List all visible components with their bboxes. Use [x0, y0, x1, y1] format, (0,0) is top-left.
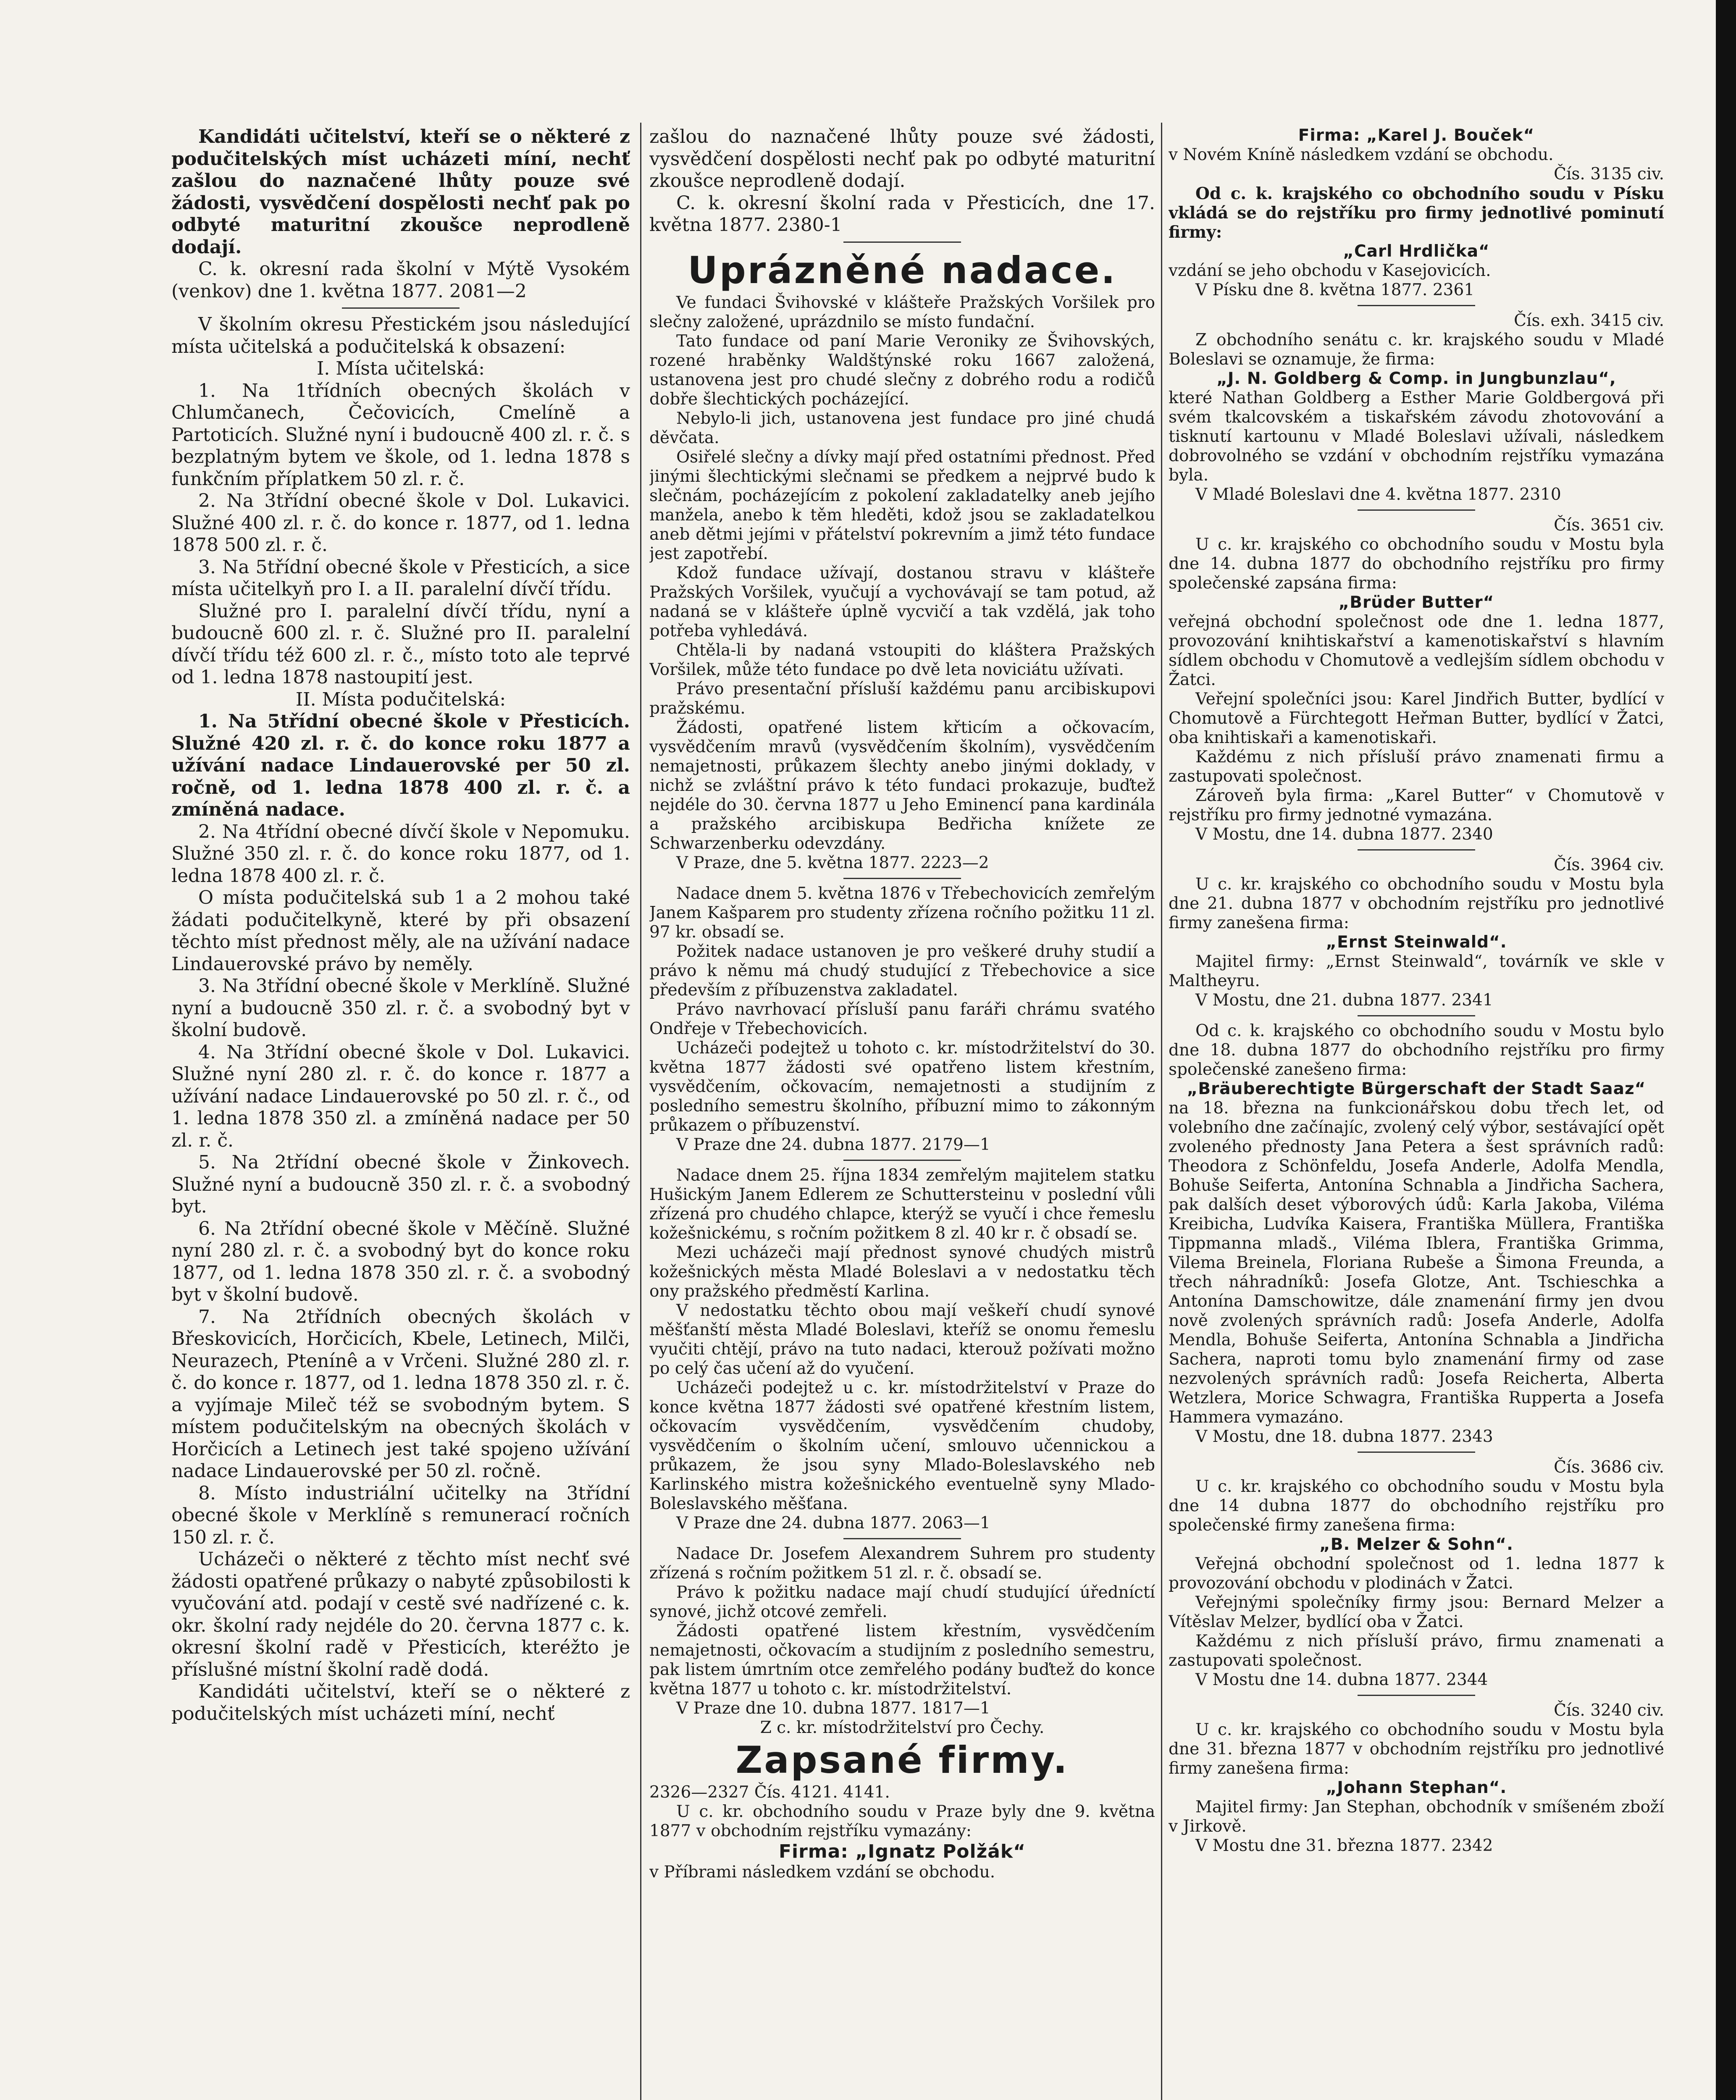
- separator: [843, 1538, 961, 1539]
- paragraph: v Příbrami následkem vzdání se obchodu.: [649, 1863, 995, 1882]
- paragraph: Každému z nich přísluší právo znamenati firmu a zastupovati společnost.: [1169, 748, 1664, 786]
- firm-name: „Carl Hrdlička“: [1343, 242, 1490, 261]
- paragraph: Veřejnými společníky firmy jsou: Bernard Melzer a Vítěslav Melzer, bydlící oba v Žatci.: [1169, 1593, 1664, 1631]
- issuer-line: Z c. kr. místodržitelství pro Čechy.: [760, 1718, 1045, 1737]
- scan-edge: [1716, 0, 1736, 2100]
- reference-line: Čís. 3651 civ.: [1554, 516, 1664, 535]
- paragraph: U c. kr. krajského co obchodního soudu v Mostu byla dne 14 dubna 1877 do obchodního rejstříku pro společenské firmy zanešena firma:: [1169, 1477, 1664, 1535]
- paragraph: které Nathan Goldberg a Esther Marie Goldbergová při svém tkalcovském a tiskařském závodu zhotovování a tisknutí kartounu v Mladé Boleslavi užívali, následkem dobrovolného se vzdání v obchodním rejstříku vymazána byla.: [1169, 388, 1664, 485]
- paragraph: v Novém Kníně následkem vzdání se obchodu.: [1169, 145, 1554, 164]
- column-1: [171, 126, 630, 2100]
- reference-line: Čís. 3135 civ.: [1554, 165, 1664, 184]
- signature-line: V Mostu dne 14. dubna 1877. 2344: [1195, 1670, 1488, 1689]
- reference-line: Čís. 3686 civ.: [1554, 1458, 1664, 1477]
- paragraph: na 18. března na funkcionářskou dobu třech let, od volebního dne začínajíc, zvolený celý výbor, sestávající opět zvoleného přednosty Jana Petera a šest správních radů: Theodora z Schönfeldu, Josefa Anderle, Adolfa Mendla, Bohuše Seiferta, Antonína Schnabla a Jindřicha Sachera, pak dalších deset výborových údů: Karla Jakoba, Viléma Kreibicha, Ludvíka Kaisera, Františka Müllera, Františka Tippmanna mladš., Viléma Iblera, Františka Grimma, Vilema Breinela, Floriana Rubeše a Šimona Freunda, a třech náhradníků: Josefa Glotze, Ant. Tschieschka a Antonína Damschowitze, dále znamenání firmy jen dvou nově zvolených správních radů: Josefa Anderle, Adolfa Mendla, Bohuše Seiferta, Antonína Schnabla a Jindřicha Sachera, naproti tomu bylo znamenání firmy od zase nezvolených správních radů: Josefa Reicherta, Alberta Wetzlera, Morice Schwagra, Františka Rupperta a Josefa Hammera vymazáno.: [1169, 1099, 1664, 1427]
- separator: [1358, 1015, 1475, 1016]
- paragraph: Ve fundaci Švihovské v klášteře Pražských Voršilek pro slečny založené, uprázdnilo se místo fundační.: [649, 293, 1155, 331]
- list-item: 6. Na 2třídní obecné škole v Měčíně. Služné nyní 280 zl. r. č. a svobodný byt do konce roku 1877, od 1. ledna 1878 350 zl. r. č. a svobodný byt v školní budově.: [171, 1218, 630, 1305]
- signature-line: V Praze dne 24. dubna 1877. 2179—1: [676, 1135, 990, 1154]
- separator: [843, 878, 961, 879]
- paragraph: V školním okresu Přestickém jsou následující místa učitelská a podučitelská k obsazení:: [171, 314, 630, 357]
- reference-line: 2326—2327 Čís. 4121. 4141.: [649, 1782, 890, 1802]
- paragraph: Právo navrhovací přísluší panu faráři chrámu svatého Ondřeje v Třebechovicích.: [649, 1000, 1155, 1038]
- paragraph: Z obchodního senátu c. kr. krajského soudu v Mladé Boleslavi se oznamuje, že firma:: [1169, 331, 1664, 369]
- paragraph: V nedostatku těchto obou mají veškeří chudí synové měšťanští města Mladé Boleslavi, kteříž se onomu řemeslu vyučiti chtějí, právo na tuto nadaci, kterouž požívati možno po celý čas učení až do vyučení.: [649, 1301, 1155, 1378]
- section-heading: Uprázněné nadace.: [688, 248, 1117, 292]
- paragraph: vzdání se jeho obchodu v Kasejovicích.: [1169, 261, 1491, 280]
- column-3: [1169, 126, 1664, 2100]
- list-item: 8. Místo industriální učitelky na 3třídní obecné škole v Merklíně s remunerací ročních 150 zl. r. č.: [171, 1482, 630, 1548]
- paragraph: Nadace Dr. Josefem Alexandrem Suhrem pro studenty zřízená s ročním požitkem 51 zl. r. č. obsadí se.: [649, 1544, 1155, 1583]
- paragraph: Kdož fundace užívají, dostanou stravu v klášteře Pražských Voršilek, vyučují a vychovávají se tam potud, až nadaná se v klášteře úplně vycvičí a tak vzdělá, jak toho potřeba vyhledává.: [649, 563, 1155, 640]
- paragraph: Od c. k. krajského co obchodního soudu v Písku vkládá se do rejstříku pro firmy jednotlivé pominutí firmy:: [1169, 184, 1664, 242]
- paragraph: Tato fundace od paní Marie Veroniky ze Švihovských, rozené hraběnky Waldštýnské roku 1667 založená, ustanovena jest pro chudé slečny z dobrého rodu a rodičů dobře šlechtických pocházející.: [649, 331, 1155, 409]
- separator: [843, 1160, 961, 1161]
- firm-name: „Ernst Steinwald“.: [1326, 933, 1507, 952]
- signature-line: V Praze, dne 5. května 1877. 2223—2: [676, 853, 989, 872]
- section-heading: Zapsané firmy.: [735, 1738, 1069, 1782]
- signature-line: C. k. okresní rada školní v Mýtě Vysokém (venkov) dne 1. května 1877. 2081—2: [171, 258, 630, 302]
- section-heading: II. Místa podučitelská:: [295, 688, 506, 710]
- paragraph: Od c. k. krajského co obchodního soudu v Mostu bylo dne 18. dubna 1877 do obchodního rejstříku pro firmy společenské zanešeno firma:: [1169, 1021, 1664, 1079]
- signature-line: V Praze dne 24. dubna 1877. 2063—1: [676, 1513, 990, 1533]
- paragraph: Veřejná obchodní společnost od 1. ledna 1877 k provozování obchodu v plodinách v Žatci.: [1169, 1554, 1664, 1593]
- firm-name: Firma: „Ignatz Polžák“: [778, 1840, 1026, 1862]
- list-item: 3. Na 3třídní obecné škole v Merklíně. Služné nyní a budoucně 350 zl. r. č. a svobodný byt v školní budově.: [171, 975, 630, 1041]
- paragraph: Žádosti opatřené listem křestním, vysvědčením nemajetnosti, očkovacím a studijním z posledního semestru, pak listem úmrtním otce zemřelého podány buďtež do konce května 1877 u tohoto c. kr. místodržitelství.: [649, 1621, 1155, 1698]
- paragraph: Žádosti, opatřené listem křticím a očkovacím, vysvědčením mravů (vysvědčením školním), vysvědčením nemajetnosti, průkazem šlechty anebo jinými doklady, v nichž se zvláštní právo k této fundaci prokazuje, buďtež nejdéle do 30. června 1877 u Jeho Eminencí pana kardinála a pražského arcibiskupa Bedřicha knížete ze Schwarzenberku odevzdány.: [649, 718, 1155, 853]
- paragraph: veřejná obchodní společnost ode dne 1. ledna 1877, provozování knihtiskařství a kamenotiskařství s hlavním sídlem obchodu v Chomutově a vedlejším sídlem obchodu v Žatci.: [1169, 612, 1664, 689]
- signature-line: V Mostu, dne 21. dubna 1877. 2341: [1195, 991, 1493, 1010]
- column-rule: [640, 123, 641, 2100]
- list-item: 1. Na 5třídní obecné škole v Přesticích. Služné 420 zl. r. č. do konce roku 1877 a užívání nadace Lindauerovské per 50 zl. ročně, od 1. ledna 1878 400 zl. r. č. a zmíněná nadace.: [171, 711, 630, 820]
- paragraph: Zároveň byla firma: „Karel Butter“ v Chomutově v rejstříku pro firmy jednotné vymazána.: [1169, 786, 1664, 824]
- list-item: 2. Na 4třídní obecné dívčí škole v Nepomuku. Služné 350 zl. r. č. do konce roku 1877, od 1. ledna 1878 400 zl. r. č.: [171, 821, 630, 887]
- separator: [1358, 305, 1475, 306]
- separator: [1358, 849, 1475, 850]
- paragraph: Kandidáti učitelství, kteří se o některé z podučitelských míst ucházeti míní, nechť: [171, 1681, 630, 1725]
- paragraph: Ucházeči podejtež u tohoto c. kr. místodržitelství do 30. května 1877 žádosti své opatřeno listem křestním, vysvědčením, očkovacím, nemajetnosti a studijním z posledního semestru školního, příbuzní mimo to zákonným průkazem o příbuzenství.: [649, 1038, 1155, 1135]
- firm-name: „Bräuberechtigte Bürgerschaft der Stadt Saaz“: [1187, 1079, 1646, 1098]
- paragraph: zašlou do naznačené lhůty pouze své žádosti, vysvědčení dospělosti nechť pak po odbyté maturitní zkoušce neprodleně dodají.: [649, 126, 1155, 192]
- paragraph: Majitel firmy: Jan Stephan, obchodník v smíšeném zboží v Jirkově.: [1169, 1798, 1664, 1836]
- firm-name: „J. N. Goldberg & Comp. in Jungbunzlau“,: [1216, 369, 1616, 388]
- list-item: 3. Na 5třídní obecné škole v Přesticích, a sice místa učitelkyň pro I. a II. paralelní dívčí třídu.: [171, 556, 630, 600]
- signature-line: V Mostu, dne 18. dubna 1877. 2343: [1195, 1427, 1493, 1446]
- signature-line: V Písku dne 8. května 1877. 2361: [1195, 281, 1475, 299]
- paragraph: Chtěla-li by nadaná vstoupiti do kláštera Pražských Voršilek, může této fundace po dvě leta noviciátu užívati.: [649, 640, 1155, 679]
- paragraph: Ucházeči podejtež u c. kr. místodržitelství v Praze do konce května 1877 žádosti své opatřené křestním listem, očkovacím vysvědčením, vysvědčením chudoby, vysvědčením o školním učení, smlouvo učennickou a průkazem, že jsou syny Mlado-Boleslavského neb Karlinského mistra kožešnického eventuelně syny Mlado-Boleslavského měšťana.: [649, 1378, 1155, 1513]
- paragraph: U c. kr. krajského co obchodního soudu v Mostu byla dne 21. dubna 1877 v obchodním rejstříku pro jednotlivé firmy zanešena firma:: [1169, 875, 1664, 932]
- section-heading: I. Místa učitelská:: [316, 358, 485, 379]
- reference-line: Čís. 3240 civ.: [1554, 1701, 1664, 1720]
- signature-line: V Mostu dne 31. března 1877. 2342: [1195, 1836, 1493, 1855]
- list-item: 1. Na 1třídních obecných školách v Chlumčanech, Čečovicích, Cmelíně a Partoticích. Služné nyní i budoucně 400 zl. r. č. s bezplatným bytem ve škole, od 1. ledna 1878 s funkčním příplatkem 50 zl. r. č.: [171, 380, 630, 490]
- paragraph: Majitel firmy: „Ernst Steinwald“, továrník ve skle v Maltheyru.: [1169, 952, 1664, 990]
- separator: [843, 242, 961, 243]
- separator: [1358, 509, 1475, 511]
- paragraph: U c. kr. obchodního soudu v Praze byly dne 9. května 1877 v obchodním rejstříku vymazány:: [649, 1802, 1155, 1840]
- paragraph: O místa podučitelská sub 1 a 2 mohou také žádati podučitelkyně, které by při obsazení těchto míst přednost měly, ale na užívání nadace Lindauerovské právo by neměly.: [171, 887, 630, 975]
- paragraph: U c. kr. krajského co obchodního soudu v Mostu byla dne 31. března 1877 v obchodním rejstříku pro jednotlivé firmy zanešena firma:: [1169, 1720, 1664, 1778]
- firm-name: Firma: „Karel J. Bouček“: [1298, 126, 1535, 145]
- separator: [1358, 1695, 1475, 1696]
- list-item: 4. Na 3třídní obecné škole v Dol. Lukavici. Služné nyní 280 zl. r. č. do konce r. 1877 a užívání nadace Lindauerovské po 50 zl. r. č., od 1. ledna 1878 350 zl. a zmíněná nadace per 50 zl. r. č.: [171, 1041, 630, 1151]
- paragraph: Ucházeči o některé z těchto míst nechť své žádosti opatřené průkazy o nabyté způsobilosti k vyučování atd. podají v cestě své nadřízené c. k. okr. školní rady nejdéle do 20. června 1877 c. k. okresní školní radě v Přesticích, kteréžto je příslušné místní školní radě dodá.: [171, 1549, 630, 1680]
- paragraph: Služné pro I. paralelní dívčí třídu, nyní a budoucně 600 zl. r. č. Služné pro II. paralelní dívčí třídu též 600 zl. r. č., místo toto ale teprvé od 1. ledna 1878 nastoupití jest.: [171, 600, 630, 688]
- separator: [342, 307, 460, 309]
- paragraph: Mezi ucházeči mají přednost synové chudých mistrů kožešnických města Mladé Boleslavi a v nedostatku těch ony pražského předměstí Karlina.: [649, 1243, 1155, 1301]
- firm-name: „B. Melzer & Sohn“.: [1319, 1535, 1513, 1554]
- signature-line: V Praze dne 10. dubna 1877. 1817—1: [676, 1698, 990, 1718]
- paragraph: U c. kr. krajského co obchodního soudu v Mostu byla dne 14. dubna 1877 do obchodního rejstříku pro firmy společenské zapsána firma:: [1169, 535, 1664, 593]
- list-item: 7. Na 2třídních obecných školách v Břeskovicích, Horčicích, Kbele, Letinech, Milči, Neurazech, Ptenínê a v Vrčeni. Služné 280 zl. r. č. do konce r. 1877, od 1. ledna 1878 350 zl. r. č. a vyjímaje Mileč též se svobodným bytem. S místem podučitelským na obecných školách v Horčicích a Letinech jest také spojeno užívání nadace Lindauerovské per 50 zl. ročně.: [171, 1306, 630, 1482]
- paragraph: Nadace dnem 5. května 1876 v Třebechovicích zemřelým Janem Kašparem pro studenty zřízena ročního požitku 11 zl. 97 kr. obsadí se.: [649, 884, 1155, 942]
- firm-name: „Brüder Butter“: [1338, 593, 1494, 612]
- paragraph: Kandidáti učitelství, kteří se o některé z podučitelských míst ucházeti míní, nechť zašlou do naznačené lhůty pouze své žádosti, vysvědčení dospělosti nechť pak po odbyté maturitní zkoušce neprodleně dodají.: [171, 126, 630, 258]
- column-rule: [1161, 123, 1162, 2100]
- paragraph: Požitek nadace ustanoven je pro veškeré druhy studií a právo k němu má chudý studující z Třebechovice a sice především z příbuzenstva zakladatel.: [649, 942, 1155, 1000]
- signature-line: V Mostu, dne 14. dubna 1877. 2340: [1195, 825, 1493, 844]
- reference-line: Čís. 3964 civ.: [1554, 856, 1664, 874]
- paragraph: Právo k požitku nadace mají chudí studující úředníctí synové, jichž otcové zemřeli.: [649, 1583, 1155, 1621]
- list-item: 2. Na 3třídní obecné škole v Dol. Lukavici. Služné 400 zl. r. č. do konce r. 1877, od 1. ledna 1878 500 zl. r. č.: [171, 490, 630, 556]
- paragraph: Nadace dnem 25. října 1834 zemřelým majitelem statku Hušickým Janem Edlerem ze Schuttersteinu v poslední vůli zřízená pro chudého chlapce, kterýž se vyučí i chce řemeslu kožešnickému, s ročním požitkem 8 zl. 40 kr r. č obsadí se.: [649, 1166, 1155, 1243]
- paragraph: Osiřelé slečny a dívky mají před ostatními přednost. Před jinými šlechtickými slečnami se předkem a nejprvé budo k slečnám, pocházejícím z pokolení zakladatelky aneb jejího manžela, anebo k těm hleděti, kdož jsou se zakladatelkou aneb dětmi jejími v přátelství pokrevním a jimž této fundace jest zapotřebí.: [649, 447, 1155, 563]
- paragraph: Nebylo-li jich, ustanovena jest fundace pro jiné chudá děvčata.: [649, 409, 1155, 447]
- signature-line: C. k. okresní školní rada v Přesticích, dne 17. května 1877. 2380-1: [649, 192, 1155, 236]
- separator: [1358, 1452, 1475, 1453]
- reference-line: Čís. exh. 3415 civ.: [1514, 311, 1664, 330]
- column-2: [649, 126, 1155, 2100]
- paragraph: Právo presentační přísluší každému panu arcibiskupovi pražskému.: [649, 679, 1155, 718]
- paragraph: Každému z nich přísluší právo, firmu znamenati a zastupovati společnost.: [1169, 1632, 1664, 1670]
- list-item: 5. Na 2třídní obecné škole v Žinkovech. Služné nyní a budoucně 350 zl. r. č. a svobodný byt.: [171, 1152, 630, 1217]
- firm-name: „Johann Stephan“.: [1326, 1778, 1507, 1797]
- signature-line: V Mladé Boleslavi dne 4. května 1877. 2310: [1195, 485, 1561, 504]
- paragraph: Veřejní společníci jsou: Karel Jindřich Butter, bydlící v Chomutově a Fürchtegott Heřman Butter, bydlící v Žatci, oba knihtiskaři a kamenotiskaři.: [1169, 690, 1664, 747]
